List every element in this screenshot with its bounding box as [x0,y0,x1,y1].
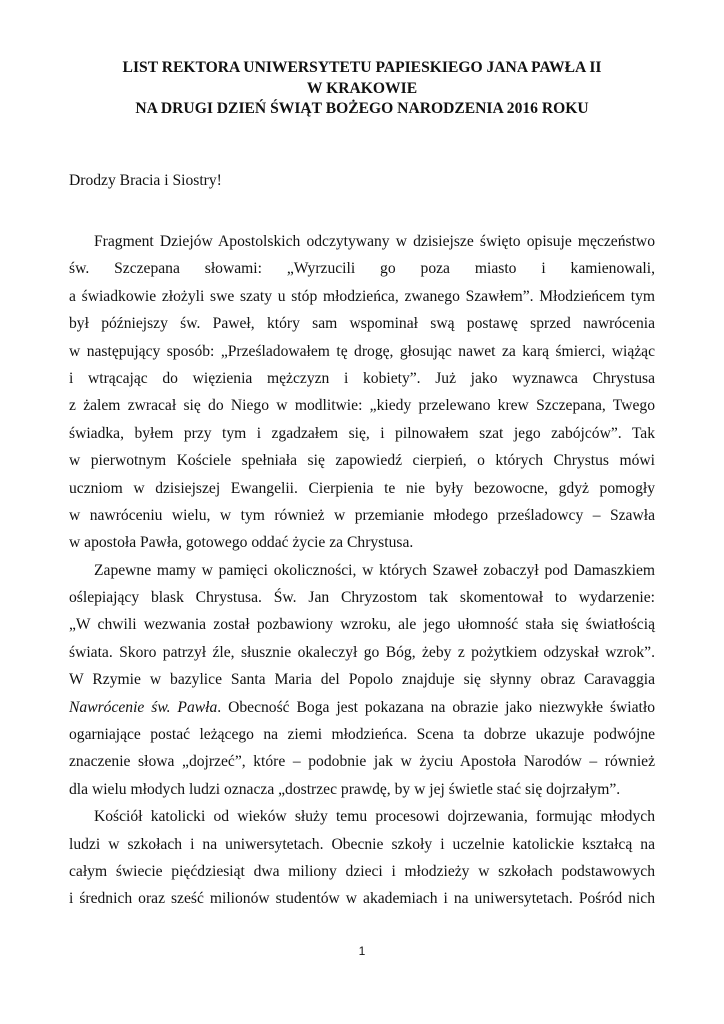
text-line: oślepiający blask Chrystusa. Św. Jan Chryzostom tak skomentował to wydarzenie: [69,589,655,607]
letter-body [69,228,655,913]
title-line-2: W KRAKOWIE [306,79,418,97]
text-line: w następujący sposób: „Prześladowałem tę drogę, głosując nawet za karą śmierci, wiążąc [69,342,655,360]
text-line: z żalem zwracał się do Niego w modlitwie: „kiedy przelewano krew Szczepana, Twego [69,397,655,415]
text-line [69,694,655,721]
greeting: Drodzy Bracia i Siostry! [69,172,222,189]
text-line: W Rzymie w bazylice Santa Maria del Popolo znajduje się słynny obraz Caravaggia [69,671,655,689]
text-line: był późniejszy św. Paweł, który sam wspominał swą postawę sprzed nawrócenia [69,315,655,333]
title-line-1: LIST REKTORA UNIWERSYTETU PAPIESKIEGO JANA PAWŁA II [122,59,602,76]
text-line: Fragment Dziejów Apostolskich odczytywany w dzisiejsze święto opisuje męczeństwo [94,233,655,250]
text-line: św. Szczepana słowami: „Wyrzucili go poza miasto i kamienowali, [69,260,655,278]
text-line: całym świecie pięćdziesiąt dwa miliony dzieci i młodzieży w szkołach podstawowych [69,862,655,880]
page-number: 1 [358,944,366,958]
text-line: ludzi w szkołach i na uniwersytetach. Obecnie szkoły i uczelnie katolickie kształcą na [69,835,655,853]
paragraph-2 [69,557,655,804]
letter-title [60,58,664,120]
title-line-3: NA DRUGI DZIEŃ ŚWIĄT BOŻEGO NARODZENIA 2016 ROKU [135,100,589,117]
text-line: Zapewne mamy w pamięci okoliczności, w których Szaweł zobaczył pod Damaszkiem [94,561,655,579]
text-line: w pierwotnym Kościele spełniała się zapowiedź cierpień, o których Chrystus mówi [69,452,655,470]
text-line: w apostoła Pawła, gotowego oddać życie za Chrystusa. [69,534,414,552]
text-line: i wtrącając do więzienia mężczyzn i kobiety”. Już jako wyznawca Chrystusa [69,369,655,387]
text-line: a świadkowie złożyli swe szaty u stóp młodzieńca, zwanego Szawłem”. Młodzieńcem tym [69,287,655,305]
paragraph-1 [69,228,655,557]
painting-title: Nawrócenie św. Pawła [69,698,218,716]
text-line: świata. Skoro patrzył źle, słusznie okaleczył go Bóg, żeby z pożytkiem odzyskał wzrok”. [69,643,655,661]
text-line: Kościół katolicki od wieków służy temu procesowi dojrzewania, formując młodych [94,808,655,826]
text-line: uczniom w dzisiejszej Ewangelii. Cierpienia te nie były bezowocne, gdyż pomogły [69,479,655,497]
text-line: znaczenie słowa „dojrzeć”, które – podobnie jak w życiu Apostoła Narodów – również [69,753,655,771]
text-line: i średnich oraz sześć milionów studentów w akademiach i na uniwersytetach. Pośród nich [69,890,655,908]
paragraph-3 [69,803,655,913]
text-line: świadka, byłem przy tym i zgadzałem się, i pilnowałem szat jego zabójców”. Tak [69,424,655,442]
text-line: dla wielu młodych ludzi oznacza „dostrzec prawdę, by w jej świetle stać się dojrzałym”. [69,780,621,798]
text-line: „W chwili wezwania został pozbawiony wzroku, ale jego ułomność stała się światłością [69,616,655,634]
text-line: w nawróceniu wielu, w tym również w przemianie młodego prześladowcy – Szawła [69,506,655,524]
text-line-rest: . Obecność Boga jest pokazana na obrazie jako niezwykłe światło [217,698,655,716]
text-line: ogarniające postać leżącego na ziemi młodzieńca. Scena ta dobrze ukazuje podwójne [69,726,655,744]
